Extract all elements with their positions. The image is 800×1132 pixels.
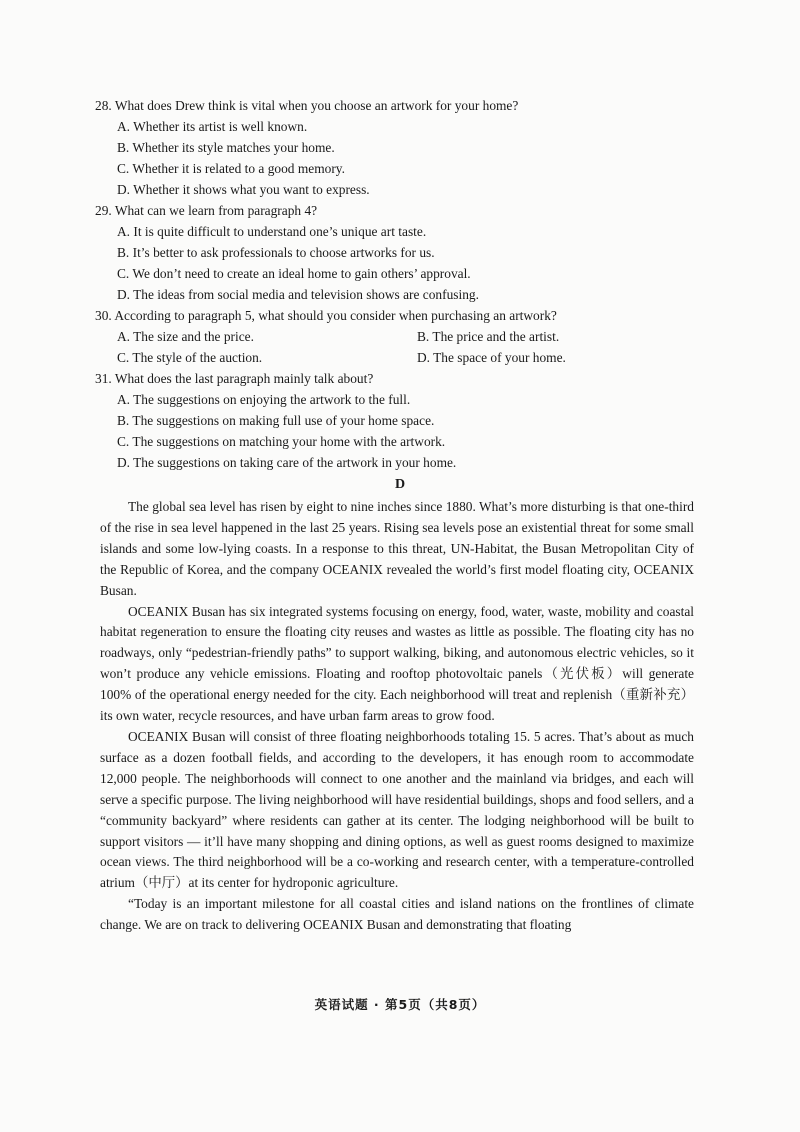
- section-heading: D: [394, 477, 406, 492]
- question-29-option-c: C. We don’t need to create an ideal home to gain others’ approval.: [117, 266, 471, 281]
- question-28-option-d: D. Whether it shows what you want to express.: [117, 182, 370, 197]
- question-30-option-b: B. The price and the artist.: [417, 329, 560, 344]
- passage-paragraph-2: OCEANIX Busan has six integrated systems focusing on energy, food, water, waste, mobility and coastal habitat regeneration to ensure the floating city reuses and wastes as little as possible. The floating city has no roadways, only “pedestrian-friendly paths” to support walking, biking, and autonomous electric vehicles, so it won’t produce any vehicle emissions. Floating and rooftop photovoltaic panels（光伏板）will generate 100% of the operational energy needed for the city. Each neighborhood will treat and replenish（重新补充）its own water, recycle resources, and have urban farm areas to grow food.: [100, 603, 694, 724]
- question-31-option-a: A. The suggestions on enjoying the artwork to the full.: [117, 392, 411, 407]
- question-28-option-c: C. Whether it is related to a good memory.: [117, 161, 345, 176]
- question-29-option-a: A. It is quite difficult to understand one’s unique art taste.: [117, 224, 427, 239]
- passage-paragraph-1: The global sea level has risen by eight to nine inches since 1880. What’s more disturbing is that one-third of the rise in sea level happened in the last 25 years. Rising sea levels pose an existential threat for some small islands and some low-lying coasts. In a response to this threat, UN-Habitat, the Busan Metropolitan City of the Republic of Korea, and the company OCEANIX revealed the world’s first model floating city, OCEANIX Busan.: [100, 499, 694, 598]
- reading-passage: [100, 497, 694, 936]
- question-29-stem: 29. What can we learn from paragraph 4?: [95, 203, 318, 218]
- page-footer: 英语试题 · 第5页（共8页）: [314, 997, 486, 1012]
- question-28-option-b: B. Whether its style matches your home.: [117, 140, 335, 155]
- question-29-option-b: B. It’s better to ask professionals to choose artworks for us.: [117, 245, 435, 260]
- question-30-option-c: C. The style of the auction.: [117, 350, 263, 365]
- passage-paragraph-4: “Today is an important milestone for all coastal cities and island nations on the frontlines of climate change. We are on track to delivering OCEANIX Busan and demonstrating that floating: [100, 896, 694, 933]
- question-28-option-a: A. Whether its artist is well known.: [117, 119, 308, 134]
- question-28-stem: 28. What does Drew think is vital when you choose an artwork for your home?: [95, 98, 519, 113]
- question-31-option-c: C. The suggestions on matching your home with the artwork.: [117, 434, 446, 449]
- question-30-option-d: D. The space of your home.: [417, 350, 566, 365]
- question-31-stem: 31. What does the last paragraph mainly talk about?: [95, 371, 374, 386]
- passage-paragraph-3: OCEANIX Busan will consist of three floating neighborhoods totaling 15. 5 acres. That’s about as much surface as a dozen football fields, and according to the developers, it has enough room to accommodate 12,000 people. The neighborhoods will connect to one another and the mainland via bridges, and each will serve a specific purpose. The living neighborhood will have residential buildings, shops and food sellers, and a “community backyard” where residents can gather at its center. The lodging neighborhood will be built to support visitors — it’ll have many shopping and dining options, as well as guest rooms designed to maximize ocean views. The third neighborhood will be a co-working and research center, with a temperature-controlled atrium（中厅）at its center for hydroponic agriculture.: [100, 728, 694, 891]
- question-31-option-b: B. The suggestions on making full use of your home space.: [117, 413, 435, 428]
- question-31-option-d: D. The suggestions on taking care of the artwork in your home.: [117, 455, 457, 470]
- question-29-option-d: D. The ideas from social media and television shows are confusing.: [117, 287, 479, 302]
- question-30-option-a: A. The size and the price.: [117, 329, 254, 344]
- question-30-stem: 30. According to paragraph 5, what should you consider when purchasing an artwork?: [95, 308, 557, 323]
